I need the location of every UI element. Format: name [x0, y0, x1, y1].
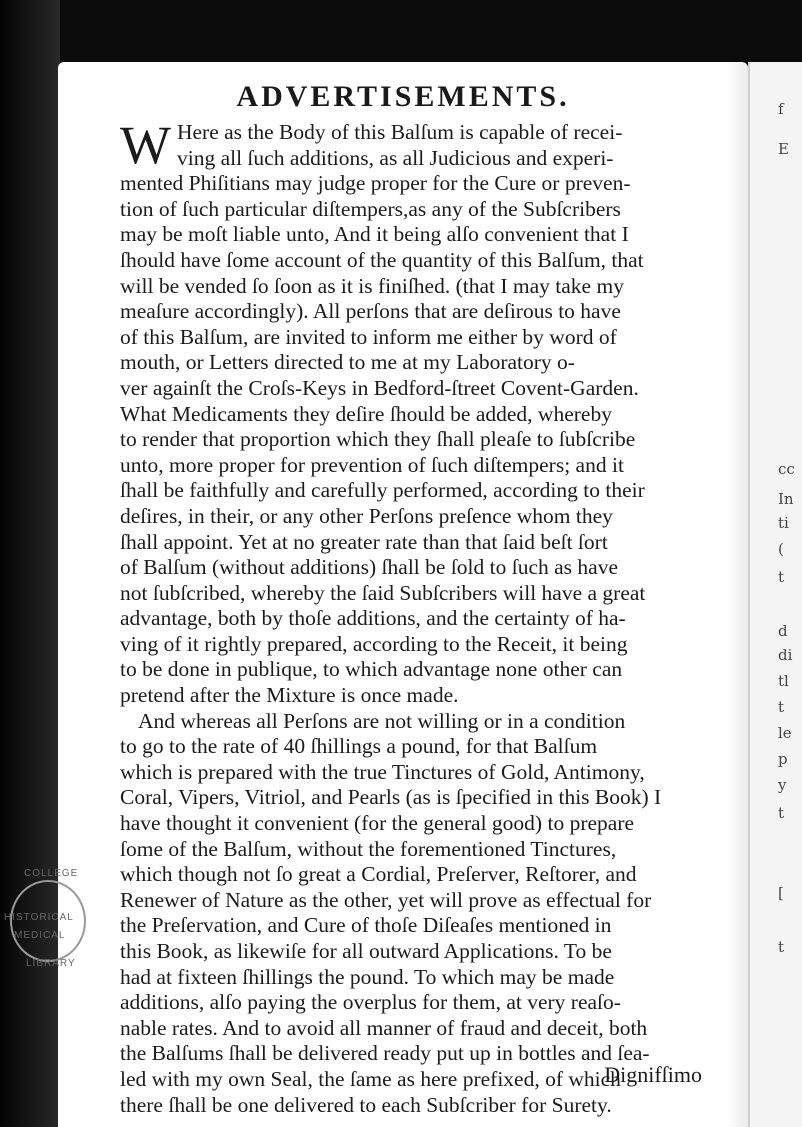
text-line: mouth, or Letters directed to me at my Laboratory o-	[120, 350, 575, 375]
document-page	[58, 62, 748, 1127]
text-line: ver againſt the Croſs-Keys in Bedford-ſtreet Covent-Garden.	[120, 375, 639, 400]
text-line: which is prepared with the true Tinctures of Gold, Antimony,	[120, 759, 645, 784]
library-stamp	[4, 868, 100, 968]
margin-letter: d	[778, 622, 788, 640]
text-line: to be done in publique, to which advantage none other can	[120, 657, 623, 682]
text-line: to render that proportion which they ſhall pleaſe to ſubſcribe	[120, 427, 636, 452]
text-line: ſhould have ſome account of the quantity of this Balſum, that	[120, 247, 644, 272]
margin-letter: tl	[778, 672, 789, 690]
text-line: ſhall be faithfully and carefully performed, according to their	[120, 478, 645, 503]
catchword: Dignifſimo	[604, 1062, 702, 1087]
margin-letter: [	[778, 884, 784, 902]
text-line: this Book, as likewiſe for all outward Applications. To be	[120, 939, 612, 963]
text-line: of this Balſum, are invited to inform me either by word of	[120, 324, 617, 349]
text-line: Coral, Vipers, Vitriol, and Pearls (as is ſpecified in this Book) I	[120, 785, 662, 810]
text-line: pretend after the Mixture is once made.	[120, 683, 459, 708]
text-line: additions, alſo paying the overplus for them, at very reaſo-	[120, 990, 621, 1015]
text-line: ſome of the Balſum, without the forementioned Tinctures,	[120, 836, 617, 861]
text-line: unto, more proper for prevention of ſuch diſtempers; and it	[120, 452, 624, 477]
text-line: nable rates. And to avoid all manner of fraud and deceit, both	[120, 1015, 648, 1040]
text-line: have thought it convenient (for the general good) to prepare	[120, 811, 635, 836]
text-line: not ſubſcribed, whereby the ſaid Subſcribers will have a great	[120, 580, 646, 605]
body-text	[120, 115, 720, 1118]
drop-cap: W	[120, 115, 171, 175]
margin-letter: di	[778, 646, 793, 664]
text-line: of Balſum (without additions) ſhall be ſold to ſuch as have	[120, 555, 618, 580]
text-line: advantage, both by thoſe additions, and the certainty of ha-	[120, 606, 626, 631]
text-line: may be moſt liable unto, And it being alſo convenient that I	[120, 222, 629, 247]
margin-letter: y	[778, 776, 787, 794]
text-line: had at fixteen ſhillings the pound. To which may be made	[120, 964, 615, 989]
margin-letter: t	[778, 698, 785, 716]
margin-letter: cc	[778, 460, 795, 478]
stamp-middle-text: HISTORICAL	[4, 912, 74, 923]
text-line: the Preſervation, and Cure of thoſe Diſeaſes mentioned in	[120, 913, 612, 938]
margin-letter: f	[778, 100, 784, 118]
adjacent-page-edge	[748, 62, 802, 1127]
text-line: tion of ſuch particular diſtempers,as any of the Subſcribers	[120, 196, 621, 221]
text-line: Renewer of Nature as the other, yet will prove as effectual for	[120, 887, 652, 912]
text-line: ſhall appoint. Yet at no greater rate than that ſaid beſt ſort	[120, 529, 608, 554]
stamp-top-text: COLLEGE	[24, 868, 79, 879]
stamp-bottom-text: LIBRARY	[26, 958, 76, 969]
margin-letter: E	[778, 140, 789, 158]
margin-letter: le	[778, 724, 792, 742]
text-line: the Balſums ſhall be delivered ready put up in bottles and ſea-	[120, 1041, 650, 1066]
text-line: deſires, in their, or any other Perſons preſence whom they	[120, 503, 613, 528]
text-line: ving all ſuch additions, as all Judicious and experi-	[176, 145, 614, 170]
text-line: there ſhall be one delivered to each Subſcriber for Surety.	[120, 1092, 612, 1117]
margin-letter: t	[778, 568, 785, 586]
text-line: And whereas all Perſons are not willing or in a condition	[138, 708, 626, 733]
text-line: will be vended ſo ſoon as it is finiſhed. (that I may take my	[120, 273, 624, 298]
text-line: mented Phiſitians may judge proper for the Cure or preven-	[120, 171, 631, 196]
text-line: W Here as the Body of this Balſum is capable of recei-	[120, 115, 623, 175]
margin-letter: In	[778, 490, 794, 508]
text-line: led with my own Seal, the ſame as here prefixed, of which	[120, 1066, 621, 1091]
margin-letter: t	[778, 938, 785, 956]
text-line: ving of it rightly prepared, according to the Receit, it being	[120, 631, 628, 656]
stamp-lower-text: MEDICAL	[14, 930, 66, 941]
text-line: to go to the rate of 40 ſhillings a pound, for that Balſum	[120, 734, 598, 759]
margin-letter: ti	[778, 514, 789, 532]
margin-letter: p	[778, 750, 788, 768]
text-line: meaſure accordingly). All perſons that are deſirous to have	[120, 299, 621, 324]
text-line: which though not ſo great a Cordial, Preſerver, Reſtorer, and	[120, 862, 637, 887]
page-heading: ADVERTISEMENTS.	[236, 80, 570, 113]
margin-letter: t	[778, 804, 785, 822]
margin-letter: (	[778, 540, 784, 558]
text-line: What Medicaments they deſire ſhould be added, whereby	[120, 401, 612, 426]
